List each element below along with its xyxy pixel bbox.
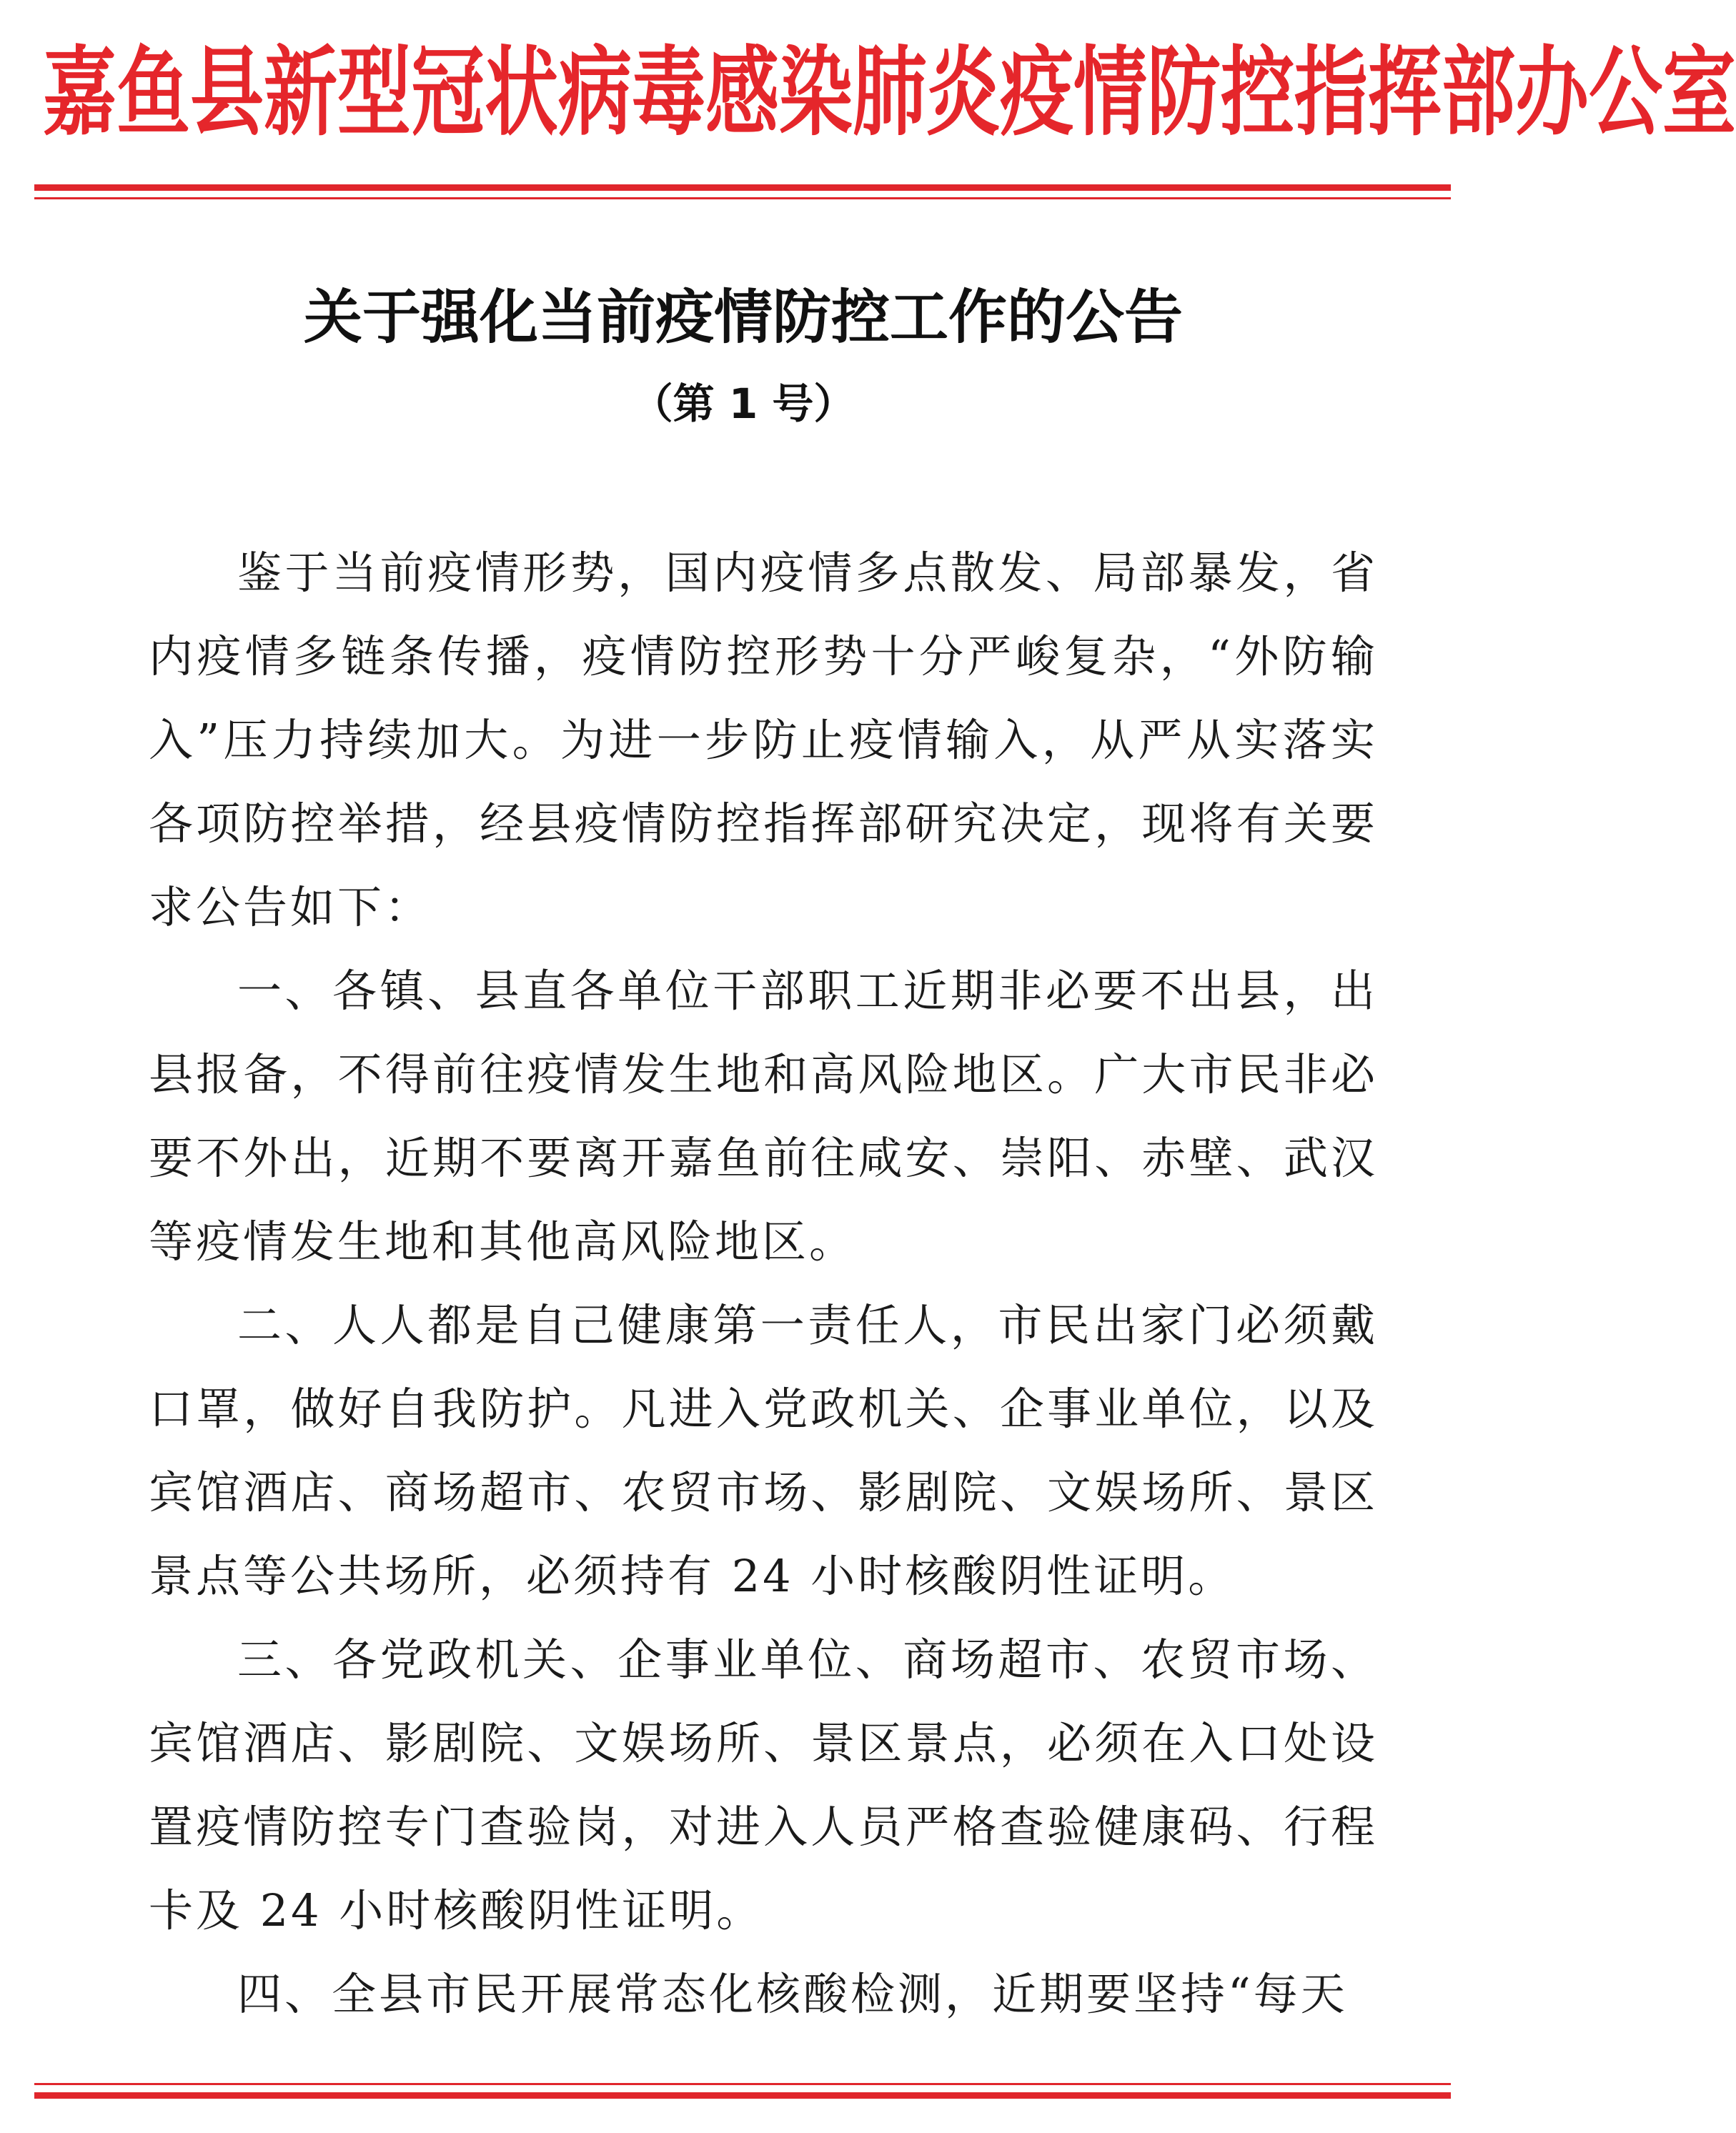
- header-divider-thick: [34, 184, 1451, 191]
- paragraph-intro: 鉴于当前疫情形势，国内疫情多点散发、局部暴发，省内疫情多链条传播，疫情防控形势十分严峻复杂，“外防输入”压力持续加大。为进一步防止疫情输入，从严从实落实各项防控举措，经县疫情防控指挥部研究决定，现将有关要求公告如下：: [149, 547, 1378, 933]
- paragraph-item-3: 三、各党政机关、企事业单位、商场超市、农贸市场、宾馆酒店、影剧院、文娱场所、景区景点，必须在入口处设置疫情防控专门查验岗，对进入人员严格查验健康码、行程卡及 24 小时核酸阴性证明。: [149, 1634, 1378, 1936]
- document-title: 关于强化当前疫情防控工作的公告: [303, 284, 1183, 352]
- paragraph-item-4: 四、全县市民开展常态化核酸检测，近期要坚持“每天: [237, 1968, 1348, 2020]
- organization-header: 嘉鱼县新型冠状病毒感染肺炎疫情防控指挥部办公室: [43, 35, 1736, 150]
- document-number: （第 1 号）: [631, 379, 855, 428]
- paragraph-item-1: 一、各镇、县直各单位干部职工近期非必要不出县，出县报备，不得前往疫情发生地和高风险地区。广大市民非必要不外出，近期不要离开嘉鱼前往咸安、崇阳、赤壁、武汉等疫情发生地和其他高风险地区。: [149, 965, 1378, 1268]
- paragraph-item-2: 二、人人都是自己健康第一责任人，市民出家门必须戴口罩，做好自我防护。凡进入党政机关、企事业单位，以及宾馆酒店、商场超市、农贸市场、影剧院、文娱场所、景区景点等公共场所，必须持有 24 小时核酸阴性证明。: [149, 1299, 1378, 1602]
- document-body: [149, 531, 1378, 2036]
- footer-divider-thick: [34, 2092, 1451, 2099]
- header-divider-thin: [34, 197, 1451, 199]
- footer-divider-thin: [34, 2083, 1451, 2085]
